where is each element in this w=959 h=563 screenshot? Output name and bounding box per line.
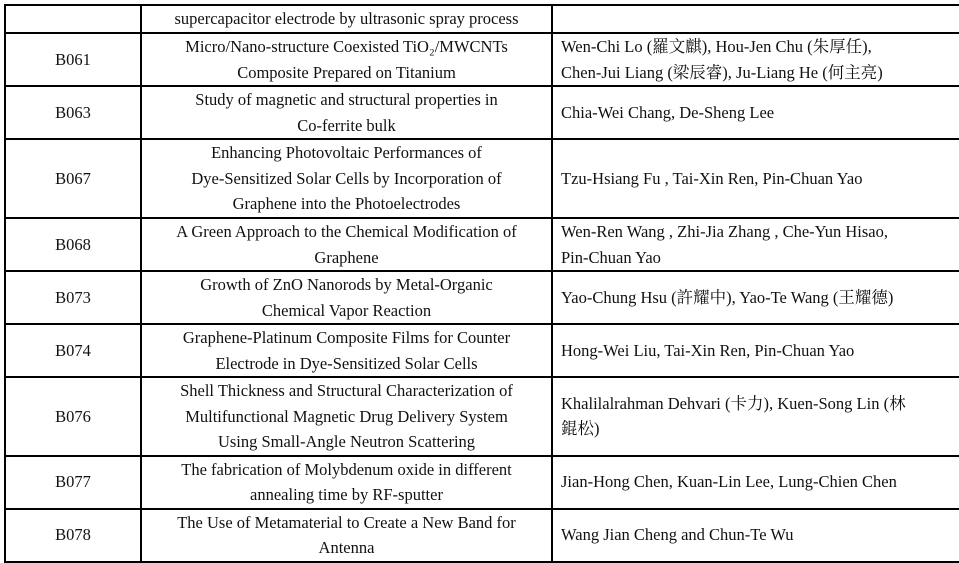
- paper-code: B078: [55, 525, 91, 545]
- paper-title-line: Graphene-Platinum Composite Films for Counter: [182, 328, 511, 347]
- paper-title-line: Multifunctional Magnetic Drug Delivery System: [185, 406, 508, 426]
- paper-title-line: Dye-Sensitized Solar Cells by Incorporation of: [191, 168, 502, 188]
- paper-authors-line: Chia-Wei Chang, De-Sheng Lee: [561, 102, 775, 122]
- paper-title-cell: [141, 5, 552, 33]
- paper-title-line: Shell Thickness and Structural Characterization of: [180, 381, 513, 400]
- paper-authors-line: Hong-Wei Liu, Tai-Xin Ren, Pin-Chuan Yao: [561, 340, 855, 360]
- paper-code: B077: [55, 472, 91, 492]
- paper-table-container: [4, 4, 954, 557]
- paper-code-cell: [5, 218, 141, 271]
- paper-title-line: The fabrication of Molybdenum oxide in different: [181, 459, 512, 479]
- paper-title-cell: [141, 86, 552, 139]
- paper-title-line: Graphene: [314, 247, 379, 267]
- paper-title-cell: [141, 377, 552, 456]
- paper-authors-line: Wen-Ren Wang , Zhi-Jia Zhang , Che-Yun Hisao,: [561, 222, 888, 241]
- table-row: [5, 33, 959, 86]
- paper-code-cell: [5, 509, 141, 562]
- paper-authors-cell: [552, 509, 959, 562]
- paper-title-line: Graphene into the Photoelectrodes: [232, 194, 461, 214]
- paper-title-line: Growth of ZnO Nanorods by Metal-Organic: [200, 275, 493, 294]
- paper-title-line: Electrode in Dye-Sensitized Solar Cells: [215, 353, 478, 373]
- paper-code: B061: [55, 49, 91, 69]
- table-row: [5, 324, 959, 377]
- paper-code-cell: [5, 5, 141, 33]
- paper-authors-line: Khalilalrahman Dehvari (卡力), Kuen-Song Lin (林: [561, 393, 906, 413]
- table-row: [5, 86, 959, 139]
- paper-title-line: Micro/Nano-structure Coexisted TiO₂/MWCNTs: [185, 37, 508, 56]
- paper-authors-line: Chen-Jui Liang (梁辰睿), Ju-Liang He (何主亮): [561, 62, 883, 82]
- paper-title-line: Enhancing Photovoltaic Performances of: [211, 143, 482, 163]
- paper-authors-cell: [552, 271, 959, 324]
- paper-title-cell: [141, 509, 552, 562]
- table-row: [5, 271, 959, 324]
- paper-code: B067: [55, 168, 91, 188]
- paper-title-cell: [141, 271, 552, 324]
- paper-code-cell: [5, 33, 141, 86]
- paper-title-line: Antenna: [318, 538, 375, 557]
- paper-title-line: Using Small-Angle Neutron Scattering: [217, 432, 476, 451]
- table-row: [5, 456, 959, 509]
- paper-authors-cell: [552, 5, 959, 33]
- paper-title-cell: [141, 139, 552, 218]
- table-row: [5, 377, 959, 456]
- paper-code-cell: [5, 456, 141, 509]
- paper-authors-cell: [552, 33, 959, 86]
- table-row: [5, 218, 959, 271]
- paper-title-line: Chemical Vapor Reaction: [261, 300, 432, 320]
- paper-code-cell: [5, 271, 141, 324]
- paper-authors-line: Wang Jian Cheng and Chun-Te Wu: [561, 525, 794, 545]
- paper-title-cell: [141, 218, 552, 271]
- paper-authors-line: 錕松): [561, 419, 600, 439]
- paper-code: B068: [55, 234, 91, 254]
- paper-title-line: Composite Prepared on Titanium: [237, 62, 456, 82]
- paper-authors-line: Jian-Hong Chen, Kuan-Lin Lee, Lung-Chien Chen: [561, 472, 897, 492]
- paper-authors-cell: [552, 324, 959, 377]
- paper-title-line: annealing time by RF-sputter: [250, 485, 443, 504]
- paper-title-line: Study of magnetic and structural properties in: [195, 90, 498, 109]
- paper-authors-cell: [552, 456, 959, 509]
- paper-title-cell: [141, 324, 552, 377]
- paper-authors-cell: [552, 86, 959, 139]
- paper-code: B073: [55, 287, 91, 307]
- paper-authors-cell: [552, 377, 959, 456]
- paper-title-line: A Green Approach to the Chemical Modification of: [176, 222, 517, 241]
- paper-code-cell: [5, 139, 141, 218]
- paper-title-line: Co-ferrite bulk: [297, 115, 396, 135]
- paper-code-cell: [5, 377, 141, 456]
- table-row: [5, 5, 959, 33]
- table-row: [5, 509, 959, 562]
- paper-code: B076: [55, 406, 91, 426]
- paper-title-line: The Use of Metamaterial to Create a New Band for: [177, 512, 516, 532]
- paper-list-table: [4, 4, 959, 563]
- paper-code: B063: [55, 102, 91, 122]
- paper-authors-cell: [552, 139, 959, 218]
- paper-authors-line: Wen-Chi Lo (羅文麒), Hou-Jen Chu (朱厚任),: [561, 37, 872, 56]
- paper-authors-line: Yao-Chung Hsu (許耀中), Yao-Te Wang (王耀德): [561, 287, 894, 307]
- paper-authors-line: Pin-Chuan Yao: [561, 247, 661, 267]
- table-row: [5, 139, 959, 218]
- paper-authors-line: Tzu-Hsiang Fu , Tai-Xin Ren, Pin-Chuan Yao: [561, 168, 863, 188]
- paper-title-cell: [141, 456, 552, 509]
- paper-authors-cell: [552, 218, 959, 271]
- paper-title-cell: [141, 33, 552, 86]
- paper-code: B074: [55, 340, 91, 360]
- paper-code-cell: [5, 324, 141, 377]
- paper-title-line: supercapacitor electrode by ultrasonic spray process: [174, 9, 519, 29]
- paper-code-cell: [5, 86, 141, 139]
